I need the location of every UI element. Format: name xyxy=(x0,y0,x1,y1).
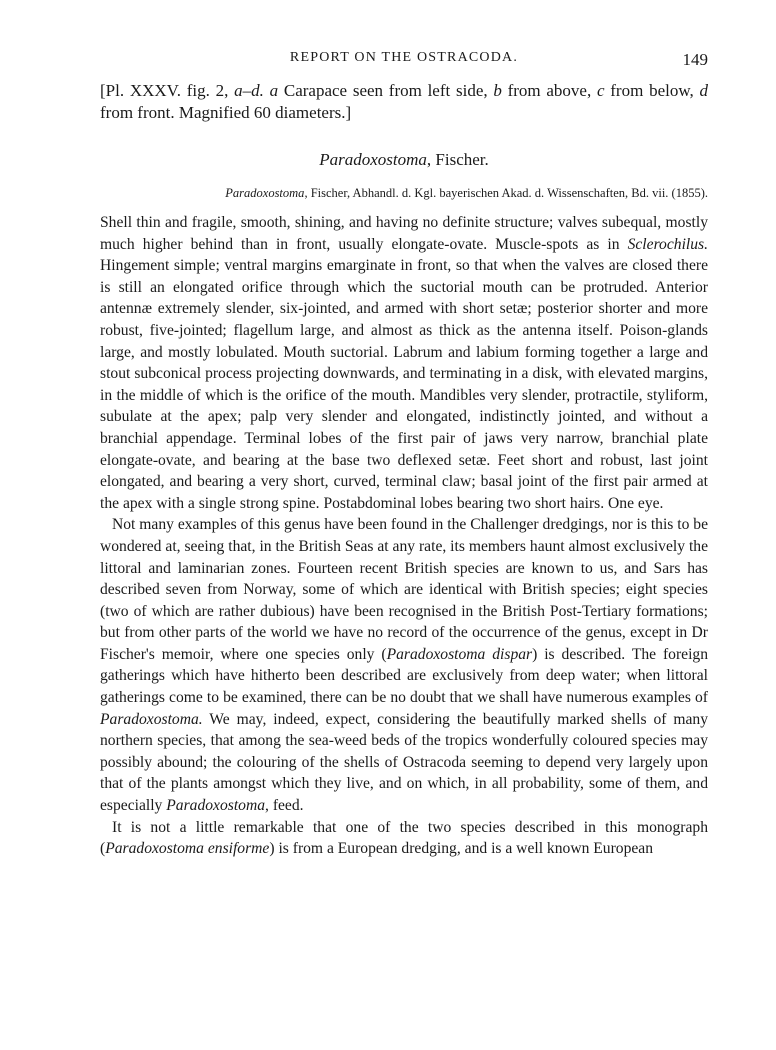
plate-caption xyxy=(100,80,708,124)
paragraph-remark xyxy=(100,817,708,860)
paragraph-text: Not many examples of this genus have been found in the Challenger dredgings, nor is this to be wondered at, seeing that, in the British Seas at any rate, its members haunt almost exclusively the littoral and laminarian zones. Fourteen recent British species are known to us, and Sars has described seven from Norway, some of which are identical with British species; eight species (two of which are rather dubious) have been recognised in the British Post-Tertiary formations; but from other parts of the world we have no record of the occurrence of the genus, except in Dr Fischer's memoir, where one species only ( xyxy=(100,516,708,663)
caption-letter-a: a xyxy=(269,81,279,100)
caption-letter-d: d xyxy=(699,81,708,100)
paragraph-text: ) is from a European dredging, and is a well known European xyxy=(269,840,654,858)
caption-text: Carapace seen from left side, xyxy=(278,81,494,100)
genus-reference: Paradoxostoma xyxy=(166,797,266,815)
running-title: REPORT ON THE OSTRACODA. xyxy=(289,50,519,65)
paragraph-text: Shell thin and fragile, smooth, shining, and having no definite structure; valves subequal, mostly much higher behind than in front, usually elongate-ovate. Muscle-spots as in xyxy=(100,214,708,253)
caption-letter-b: b xyxy=(493,81,502,100)
species-reference: Paradoxostoma dispar xyxy=(386,645,533,663)
caption-fig-letters: a–d. xyxy=(234,81,264,100)
body-text xyxy=(100,212,708,860)
genus-reference: Sclerochilus. xyxy=(627,235,708,253)
paragraph-text: We may, indeed, expect, considering the beautifully marked shells of many northern species, that among the sea-weed beds of the tropics wonderfully coloured species may possibly abound; the colouring of the shells of Ostracoda seeming to depend very largely upon that of the plants amongst which they live, and on which, in all probability, some of them, and especially xyxy=(100,710,708,815)
paragraph-text: , feed. xyxy=(265,797,304,815)
caption-text: from front. Magnified 60 diameters.] xyxy=(100,103,352,122)
genus-heading xyxy=(100,150,708,170)
caption-text: [Pl. XXXV. fig. 2, xyxy=(100,81,235,100)
paragraph-text: Hingement simple; ventral margins emarginate in front, so that when the valves are closed there is still an elongated orifice through which the suctorial mouth can be protruded. Anterior antennæ extremely slender, six-jointed, and armed with short setæ; posterior shorter and more robust, five-jointed; flagellum large, and almost as thick as the antenna itself. Poison-glands large, and mostly lobulated. Mouth suctorial. Labrum and labium forming together a large and stout subconical process projecting downwards, and terminating in a disk, with elevated margins, in the middle of which is the orifice of the mouth. Mandibles very slender, protractile, styliform, subulate at the apex; palp very slender and elongated, indistinctly jointed, and without a branchial appendage. Terminal lobes of the first pair of jaws very narrow, branchial plate elongate-ovate, and bearing at the base two deflexed setæ. Feet short and robust, last joint elongated, and bearing a very short, curved, terminal claw; basal joint of the first pair armed at the apex with a single strong spine. Postabdominal lobes bearing two short hairs. One eye. xyxy=(100,257,708,512)
paragraph-description xyxy=(100,212,708,514)
species-reference: Paradoxostoma ensiforme xyxy=(105,840,270,858)
citation-reference: , Fischer, Abhandl. d. Kgl. bayerischen Akad. d. Wissenschaften, Bd. vii. (1855). xyxy=(304,186,708,200)
paragraph-text: ) is described. The foreign gatherings which have hitherto been described are exclusively from deep water; when littoral gatherings come to be examined, there can be no doubt that we shall have numerous examples of xyxy=(100,645,709,707)
page-number: 149 xyxy=(682,50,708,69)
caption-letter-c: c xyxy=(596,81,605,100)
genus-author: , Fischer. xyxy=(426,150,489,169)
genus-citation xyxy=(100,186,708,201)
citation-genus: Paradoxostoma xyxy=(225,186,305,200)
caption-text: from below, xyxy=(604,81,700,100)
paragraph-distribution xyxy=(100,514,708,816)
genus-name: Paradoxostoma xyxy=(319,150,427,169)
running-head xyxy=(100,50,708,70)
paragraph-text: It is not a little remarkable that one of the two species described in this monograph ( xyxy=(100,818,708,858)
caption-text: from above, xyxy=(501,81,597,100)
genus-reference: Paradoxostoma. xyxy=(100,710,203,728)
